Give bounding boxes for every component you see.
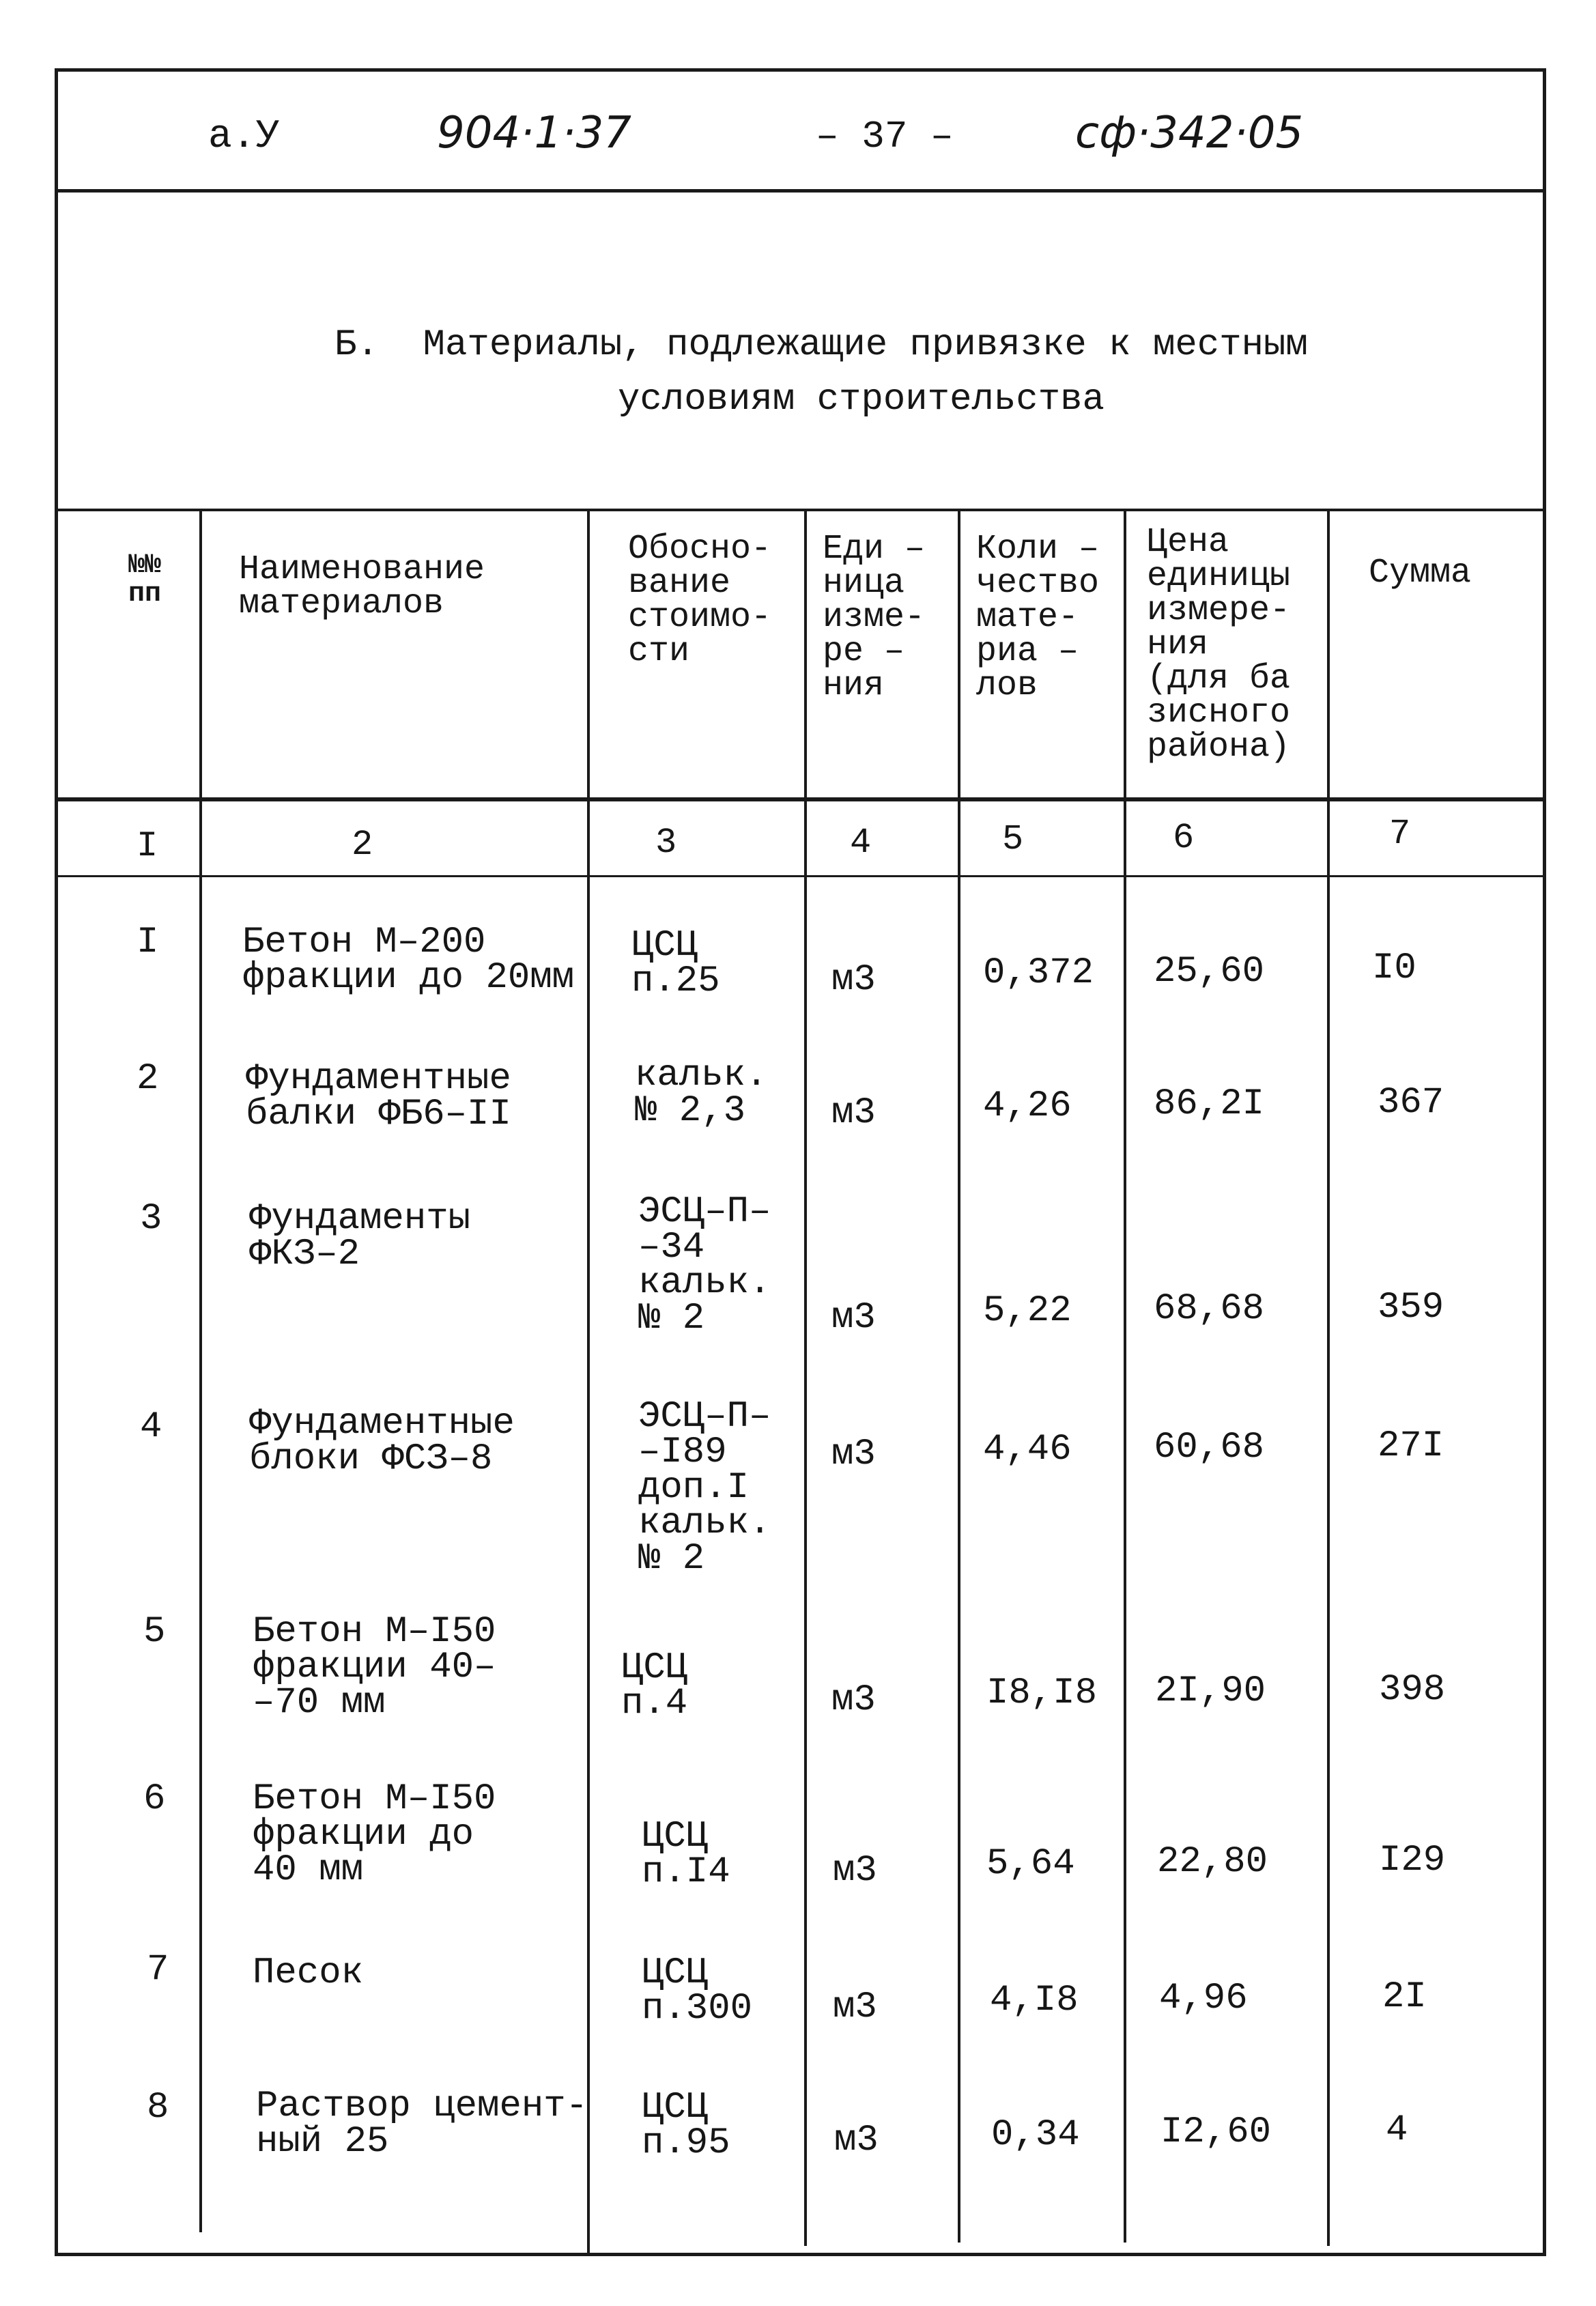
header-col-basis: Обосно- вание стоимо- сти xyxy=(628,530,772,671)
row-8-price: I2,60 xyxy=(1160,2111,1272,2153)
row-6-num: 6 xyxy=(143,1778,166,1820)
row-2-price: 86,2I xyxy=(1154,1083,1265,1125)
row-6-sum: I29 xyxy=(1379,1840,1446,1881)
page-number: – 37 – xyxy=(816,115,954,158)
row-6-basis: ЦСЦ п.I4 xyxy=(642,1816,730,1893)
row-3-unit: м3 xyxy=(831,1297,876,1339)
col-separator-3 xyxy=(804,509,807,2246)
row-4-sum: 27I xyxy=(1378,1425,1444,1467)
row-1-qty: 0,372 xyxy=(983,952,1094,994)
row-2-sum: 367 xyxy=(1378,1082,1444,1124)
row-5-qty: I8,I8 xyxy=(986,1672,1098,1714)
row-8-name: Раствор цемент- ный 25 xyxy=(256,2086,588,2163)
header-col-qty: Коли – чество мате- риа – лов xyxy=(976,530,1100,705)
header-col-num: №№ пп xyxy=(128,550,162,610)
row-7-name: Песок xyxy=(253,1952,364,1994)
row-6-price: 22,80 xyxy=(1157,1841,1268,1883)
row-7-num: 7 xyxy=(147,1949,169,1991)
col-separator-1 xyxy=(199,509,202,2232)
row-5-name: Бетон М–I50 фракции 40– –70 мм xyxy=(253,1611,496,1724)
row-4-basis: ЭСЦ–П– –I89 доп.I кальк. № 2 xyxy=(638,1396,771,1580)
row-6-unit: м3 xyxy=(833,1850,877,1892)
header-bottom-border xyxy=(55,797,1546,801)
row-1-num: I xyxy=(137,922,159,963)
row-7-price: 4,96 xyxy=(1159,1978,1248,2019)
row-4-qty: 4,46 xyxy=(983,1429,1072,1470)
row-5-basis: ЦСЦ п.4 xyxy=(621,1647,688,1724)
row-5-num: 5 xyxy=(143,1611,166,1653)
row-2-unit: м3 xyxy=(831,1092,876,1134)
row-4-unit: м3 xyxy=(831,1434,876,1475)
row-3-sum: 359 xyxy=(1378,1287,1444,1328)
row-5-price: 2I,90 xyxy=(1155,1670,1266,1712)
row-3-price: 68,68 xyxy=(1154,1288,1265,1330)
row-1-sum: I0 xyxy=(1372,948,1416,989)
col-separator-2 xyxy=(587,509,590,2256)
row-3-basis: ЭСЦ–П– –34 кальк. № 2 xyxy=(638,1191,771,1339)
col-separator-6 xyxy=(1327,509,1330,2246)
row-1-name: Бетон М–200 фракции до 20мм xyxy=(242,922,575,999)
row-2-num: 2 xyxy=(137,1058,159,1100)
row-1-unit: м3 xyxy=(831,959,876,1001)
header-col-sum: Сумма xyxy=(1369,554,1472,593)
section-title-line2: условиям строительства xyxy=(618,379,1105,421)
section-title-line1: Б. Материалы, подлежащие привязке к местным xyxy=(334,324,1308,366)
row-4-price: 60,68 xyxy=(1154,1427,1265,1468)
row-6-name: Бетон М–I50 фракции до 40 мм xyxy=(253,1778,496,1891)
row-8-unit: м3 xyxy=(834,2120,879,2161)
header-col-unit: Еди – ница изме- ре – ния xyxy=(823,530,926,705)
col-number-3: 3 xyxy=(655,823,677,863)
project-code: 904·1·37 xyxy=(437,108,631,158)
row-1-basis: ЦСЦ п.25 xyxy=(631,925,720,1002)
row-2-name: Фундаментные балки ФБ6–II xyxy=(246,1058,511,1135)
col-number-7: 7 xyxy=(1389,814,1411,854)
row-3-qty: 5,22 xyxy=(983,1290,1072,1332)
sheet-type: а.У xyxy=(208,115,280,159)
col-separator-5 xyxy=(1124,509,1126,2243)
row-8-num: 8 xyxy=(147,2087,169,2129)
row-4-name: Фундаментные блоки ФСЗ–8 xyxy=(249,1403,515,1480)
row-7-basis: ЦСЦ п.300 xyxy=(642,1952,753,2030)
document-code: сф·342·05 xyxy=(1075,108,1304,158)
col-number-6: 6 xyxy=(1173,818,1195,858)
row-6-qty: 5,64 xyxy=(986,1843,1075,1885)
col-number-4: 4 xyxy=(850,823,872,863)
row-8-sum: 4 xyxy=(1386,2109,1408,2151)
col-separator-4 xyxy=(958,509,960,2243)
row-3-name: Фундаменты ФКЗ–2 xyxy=(249,1198,471,1275)
row-8-qty: 0,34 xyxy=(991,2114,1080,2156)
row-5-unit: м3 xyxy=(831,1679,876,1721)
row-4-num: 4 xyxy=(140,1406,162,1448)
row-1-price: 25,60 xyxy=(1154,951,1265,993)
table-top-border xyxy=(55,509,1546,511)
row-2-qty: 4,26 xyxy=(983,1085,1072,1127)
row-7-unit: м3 xyxy=(833,1987,877,2028)
header-col-name: Наименование материалов xyxy=(239,550,485,623)
row-8-basis: ЦСЦ п.95 xyxy=(642,2087,730,2164)
row-3-num: 3 xyxy=(140,1198,162,1240)
row-7-qty: 4,I8 xyxy=(990,1980,1079,2021)
col-number-2: 2 xyxy=(352,825,373,865)
row-2-basis: кальк. № 2,3 xyxy=(635,1055,768,1132)
header-col-price: Цена единицы измере- ния (для ба зисного района) xyxy=(1147,523,1291,767)
row-5-sum: 398 xyxy=(1379,1669,1446,1711)
col-number-5: 5 xyxy=(1002,819,1024,859)
header-divider xyxy=(55,189,1546,193)
col-number-1: I xyxy=(137,826,158,866)
row-7-sum: 2I xyxy=(1382,1976,1427,2018)
column-numbers-divider xyxy=(55,875,1546,877)
